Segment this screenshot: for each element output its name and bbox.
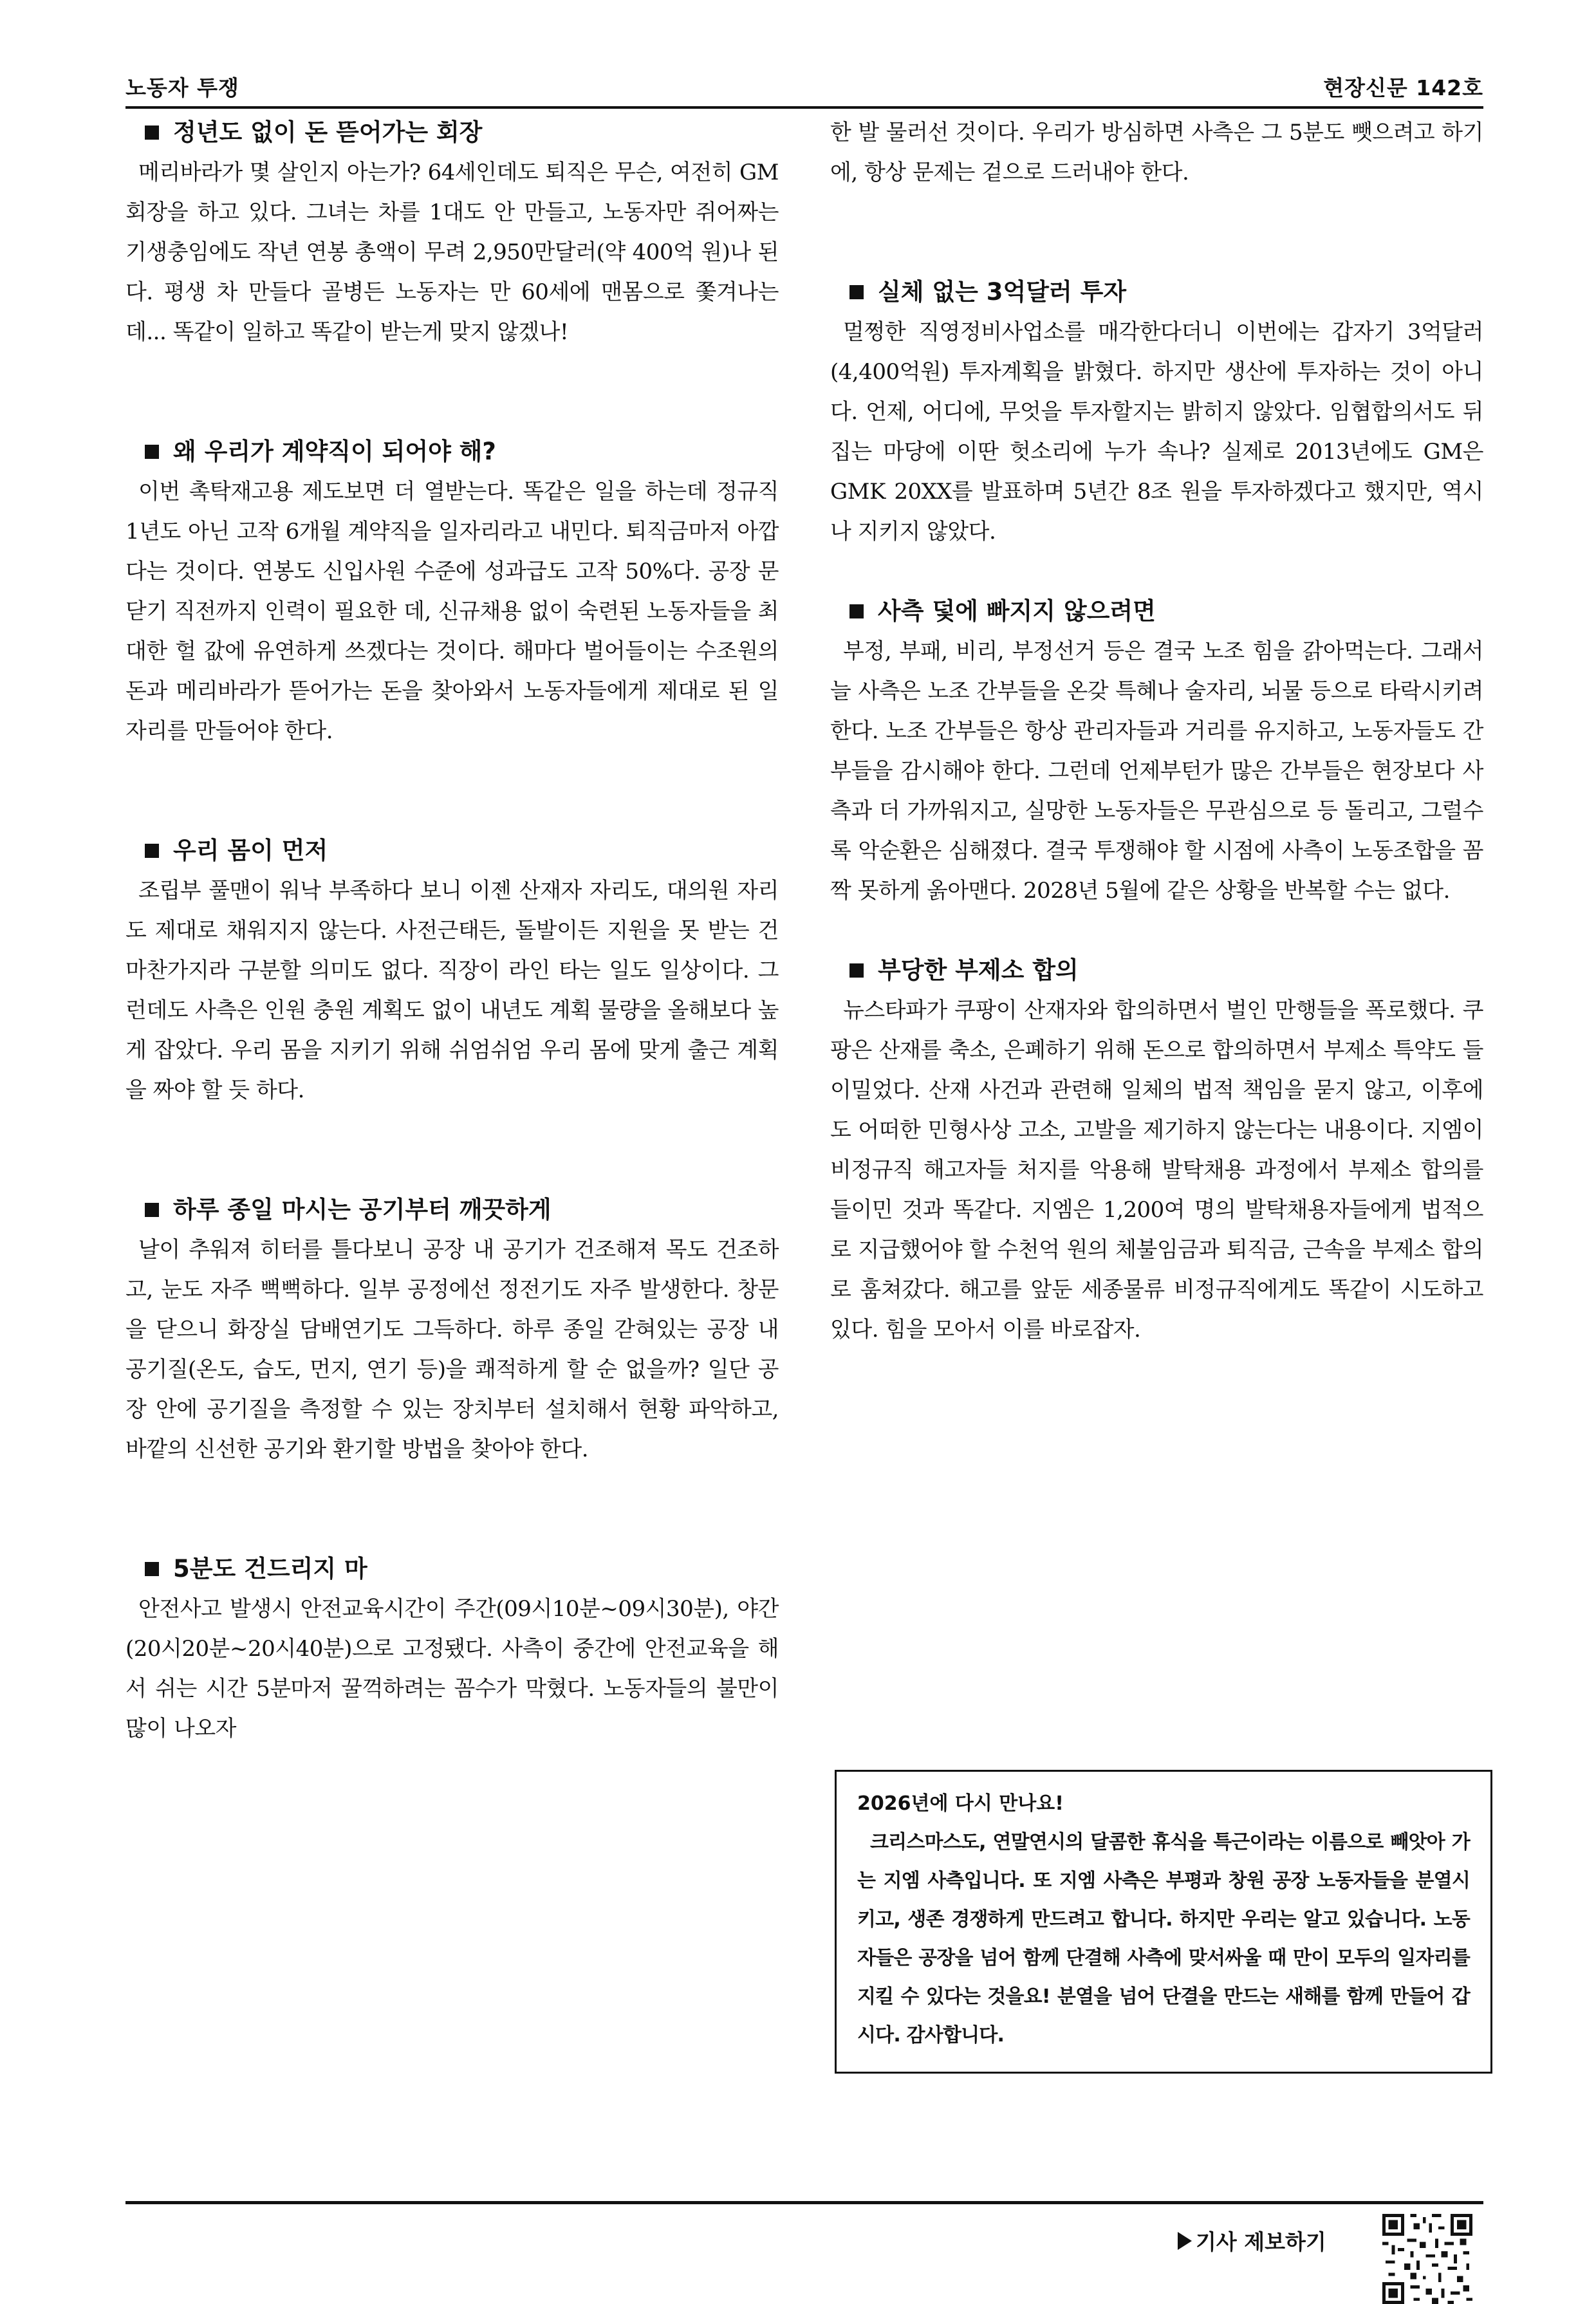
article-tip-link[interactable] [1178, 2225, 1326, 2256]
new-year-notice-box [835, 1770, 1492, 2074]
header-section-name: 노동자 투쟁 [125, 75, 239, 100]
article-ceo-pay [125, 113, 779, 352]
article-title: 왜 우리가 계약직이 되어야 해? [173, 438, 496, 465]
left-column [125, 113, 779, 1749]
article-title: 정년도 없이 돈 뜯어가는 회장 [173, 118, 483, 146]
article-title: 부당한 부제소 합의 [878, 956, 1079, 984]
header-rule [125, 106, 1483, 109]
footer-rule [125, 2201, 1483, 2204]
article-body: 이번 촉탁재고용 제도보면 더 열받는다. 똑같은 일을 하는데 정규직 1년도 아닌 고작 6개월 계약직을 일자리라고 내민다. 퇴직금마저 아깝다는 것이다. 연봉도 신입사원 수준에 성과급도 고작 50%다. 공장 문 닫기 직전까지 인력이 필요한 데, 신규채용 없이 숙련된 노동자들을 최대한 헐 값에 유연하게 쓰겠다는 것이다. 해마다 벌어들이는 수조원의 돈과 메리바라가 뜯어가는 돈을 찾아와서 노동자들에게 제대로 된 일자리를 만들어야 한다. [125, 479, 779, 744]
article-body: 뉴스타파가 쿠팡이 산재자와 합의하면서 벌인 만행들을 폭로했다. 쿠팡은 산재를 축소, 은폐하기 위해 돈으로 합의하면서 부제소 특약도 들이밀었다. 산재 사건과 관련해 일체의 법적 책임을 묻지 않고, 이후에도 어떠한 민형사상 고소, 고발을 제기하지 않는다는 내용이다. 지엠이 비정규직 해고자들 처지를 악용해 발탁채용 과정에서 부제소 합의를 들이민 것과 똑같다. 지엠은 1,200여 명의 발탁채용자들에게 법적으로 지급했어야 할 수천억 원의 체불임금과 퇴직금, 근속을 부제소 합의로 훔쳐갔다. 해고를 앞둔 세종물류 비정규직에게도 똑같이 시도하고 있다. 힘을 모아서 이를 바로잡자. [830, 998, 1483, 1342]
header-issue-number: 현장신문 142호 [1323, 75, 1483, 100]
article-body: 조립부 풀맨이 워낙 부족하다 보니 이젠 산재자 자리도, 대의원 자리도 제대로 채워지지 않는다. 사전근태든, 돌발이든 지원을 못 받는 건 마찬가지라 구분할 의미도 없다. 직장이 라인 타는 일도 일상이다. 그런데도 사측은 인원 충원 계획도 없이 내년도 계획 물량을 올해보다 높게 잡았다. 우리 몸을 지키기 위해 쉬엄쉬엄 우리 몸에 맞게 출근 계획을 짜야 할 듯 하다. [125, 878, 779, 1103]
article-body: 메리바라가 몇 살인지 아는가? 64세인데도 퇴직은 무슨, 여전히 GM회장을 하고 있다. 그녀는 차를 1대도 안 만들고, 노동자만 쥐어짜는 기생충임에도 작년 연봉 총액이 무려 2,950만달러(약 400억 원)나 된다. 평생 차 만들다 골병든 노동자는 만 60세에 맨몸으로 쫓겨나는데... 똑같이 일하고 똑같이 받는게 맞지 않겠나! [125, 160, 779, 345]
article-title: 사측 덫에 빠지지 않으려면 [878, 597, 1156, 625]
notice-title: 2026년에 다시 만나요! [857, 1792, 1064, 1815]
article-heading [125, 113, 779, 153]
square-bullet-icon [145, 844, 159, 858]
article-title: 5분도 건드리지 마 [173, 1555, 367, 1583]
article-heading [830, 272, 1483, 312]
square-bullet-icon [849, 963, 864, 978]
article-heading [125, 1549, 779, 1589]
triangle-right-icon [1178, 2232, 1192, 2250]
article-title: 우리 몸이 먼저 [173, 837, 328, 864]
article-clean-air [125, 1190, 779, 1469]
qr-code-icon[interactable] [1382, 2214, 1472, 2304]
article-body: 안전사고 발생시 안전교육시간이 주간(09시10분~09시30분), 야간(20시20분~20시40분)으로 고정됐다. 사측이 중간에 안전교육을 해서 쉬는 시간 5분마저 꿀꺽하려는 꼼수가 막혔다. 노동자들의 불만이 많이 나오자 [125, 1596, 779, 1742]
square-bullet-icon [849, 604, 864, 618]
article-body: 한 발 물러선 것이다. 우리가 방심하면 사측은 그 5분도 뺏으려고 하기에, 항상 문제는 겉으로 드러내야 한다. [830, 120, 1483, 185]
square-bullet-icon [145, 1562, 159, 1576]
square-bullet-icon [145, 445, 159, 459]
article-continuation [830, 113, 1483, 192]
article-heading [125, 432, 779, 472]
article-heading [830, 951, 1483, 990]
square-bullet-icon [849, 285, 864, 299]
article-contract-workers [125, 432, 779, 751]
article-investment [830, 272, 1483, 552]
article-company-trap [830, 591, 1483, 911]
article-title: 실체 없는 3억달러 투자 [878, 278, 1127, 306]
square-bullet-icon [145, 125, 159, 140]
article-body: 부정, 부패, 비리, 부정선거 등은 결국 노조 힘을 갉아먹는다. 그래서 늘 사측은 노조 간부들을 온갖 특혜나 술자리, 뇌물 등으로 타락시키려 한다. 노조 간부들은 항상 관리자들과 거리를 유지하고, 노동자들도 간부들을 감시해야 한다. 그런데 언제부턴가 많은 간부들은 현장보다 사측과 더 가까워지고, 실망한 노동자들은 무관심으로 등 돌리고, 그럴수록 악순환은 심해졌다. 결국 투쟁해야 할 시점에 사측이 노동조합을 꼼짝 못하게 옭아맨다. 2028년 5월에 같은 상황을 반복할 수는 없다. [830, 638, 1483, 904]
article-heading [125, 831, 779, 871]
article-body: 날이 추워져 히터를 틀다보니 공장 내 공기가 건조해져 목도 건조하고, 눈도 자주 뻑뻑하다. 일부 공정에선 정전기도 자주 발생한다. 창문을 닫으니 화장실 담배연기도 그득하다. 하루 종일 갇혀있는 공장 내 공기질(온도, 습도, 먼지, 연기 등)을 쾌적하게 할 순 없을까? 일단 공장 안에 공기질을 측정할 수 있는 장치부터 설치해서 현황 파악하고, 바깥의 신선한 공기와 환기할 방법을 찾아야 한다. [125, 1237, 779, 1462]
article-title: 하루 종일 마시는 공기부터 깨끗하게 [173, 1196, 552, 1223]
article-five-minutes [125, 1549, 779, 1749]
article-body: 멀쩡한 직영정비사업소를 매각한다더니 이번에는 갑자기 3억달러(4,400억원) 투자계획을 밝혔다. 하지만 생산에 투자하는 것이 아니다. 언제, 어디에, 무엇을 투자할지는 밝히지 않았다. 임협합의서도 뒤집는 마당에 이딴 헛소리에 누가 속나? 실제로 2013년에도 GM은 GMK 20XX를 발표하며 5년간 8조 원을 투자하겠다고 했지만, 역시나 지키지 않았다. [830, 319, 1483, 544]
article-heading [125, 1190, 779, 1230]
article-heading [830, 591, 1483, 631]
article-non-suit-agreement [830, 951, 1483, 1350]
right-column [830, 113, 1483, 1350]
square-bullet-icon [145, 1203, 159, 1217]
article-our-bodies-first [125, 831, 779, 1110]
page-header [125, 68, 1483, 106]
notice-body: 크리스마스도, 연말연시의 달콤한 휴식을 특근이라는 이름으로 빼앗아 가는 지엠 사측입니다. 또 지엠 사측은 부평과 창원 공장 노동자들을 분열시키고, 생존 경쟁하게 만드려고 합니다. 하지만 우리는 알고 있습니다. 노동자들은 공장을 넘어 함께 단결해 사측에 맞서싸울 때 만이 모두의 일자리를 지킬 수 있다는 것을요! 분열을 넘어 단결을 만드는 새해를 함께 만들어 갑시다. 감사합니다. [857, 1831, 1470, 2047]
tip-label: 기사 제보하기 [1196, 2229, 1326, 2254]
